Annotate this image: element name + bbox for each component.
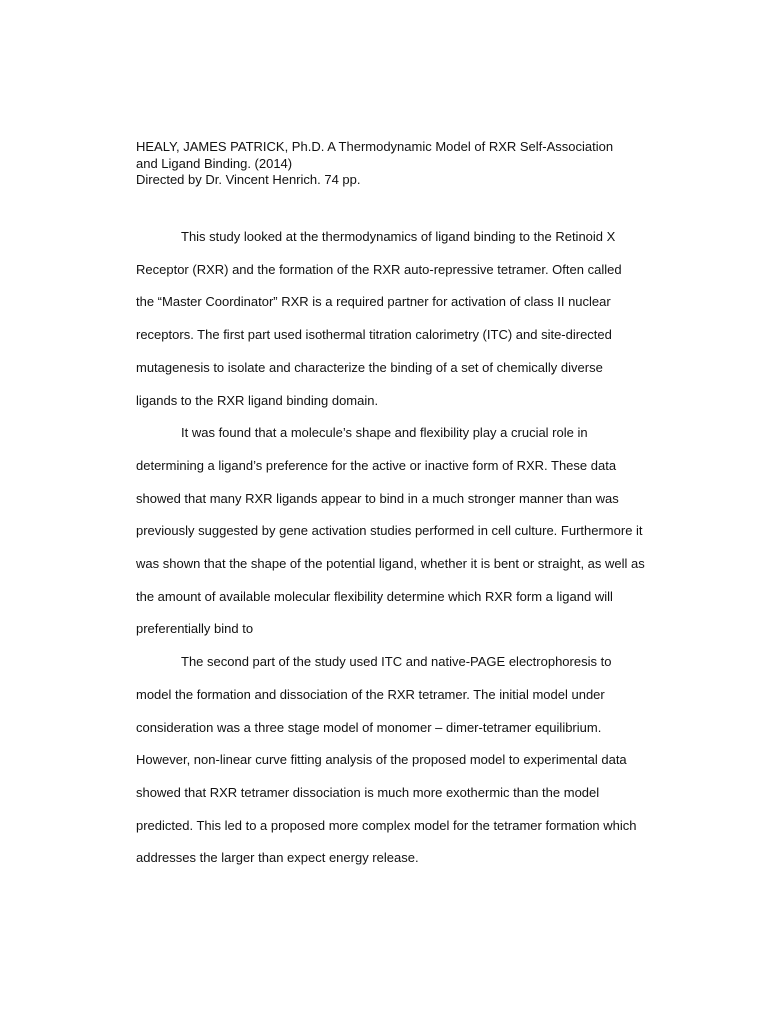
paragraph-1-line: ligands to the RXR ligand binding domain.	[136, 392, 379, 408]
abstract-body	[136, 221, 676, 875]
citation-director-pages: Directed by Dr. Vincent Henrich. 74 pp.	[136, 172, 361, 187]
paragraph-1-line: the “Master Coordinator” RXR is a required partner for activation of class II nuclear	[136, 294, 611, 310]
paragraph-3-line: The second part of the study used ITC and native-PAGE electrophoresis to	[181, 654, 612, 670]
paragraph-2-line: the amount of available molecular flexibility determine which RXR form a ligand will	[136, 588, 613, 604]
paragraph-2-line: previously suggested by gene activation studies performed in cell culture. Furthermore it	[136, 523, 643, 539]
paragraph-1-line: Receptor (RXR) and the formation of the RXR auto-repressive tetramer. Often called	[136, 261, 622, 277]
paragraph-3-line: addresses the larger than expect energy release.	[136, 850, 419, 866]
citation-title-year: and Ligand Binding. (2014)	[136, 155, 293, 171]
paragraph-1-line: receptors. The first part used isothermal titration calorimetry (ITC) and site-directed	[136, 327, 612, 343]
citation-author-title: HEALY, JAMES PATRICK, Ph.D. A Thermodynamic Model of RXR Self-Association	[136, 139, 614, 154]
paragraph-3-line: consideration was a three stage model of monomer – dimer-tetramer equilibrium.	[136, 719, 602, 735]
paragraph-2-line: showed that many RXR ligands appear to bind in a much stronger manner than was	[136, 490, 619, 506]
paragraph-3-line: predicted. This led to a proposed more complex model for the tetramer formation which	[136, 817, 637, 833]
paragraph-3-line: However, non-linear curve fitting analysis of the proposed model to experimental data	[136, 752, 627, 768]
paragraph-2-line: preferentially bind to	[136, 621, 254, 637]
paragraph-3-line: model the formation and dissociation of the RXR tetramer. The initial model under	[136, 686, 605, 702]
paragraph-2-line: determining a ligand’s preference for the active or inactive form of RXR. These data	[136, 457, 617, 473]
paragraph-2-line: was shown that the shape of the potential ligand, whether it is bent or straight, as well as	[136, 556, 645, 572]
paragraph-3-line: showed that RXR tetramer dissociation is much more exothermic than the model	[136, 784, 600, 800]
paragraph-2-line: It was found that a molecule’s shape and flexibility play a crucial role in	[181, 425, 588, 441]
citation-header	[136, 139, 676, 189]
paragraph-1-line: This study looked at the thermodynamics of ligand binding to the Retinoid X	[181, 229, 616, 244]
paragraph-1-line: mutagenesis to isolate and characterize the binding of a set of chemically diverse	[136, 359, 603, 375]
